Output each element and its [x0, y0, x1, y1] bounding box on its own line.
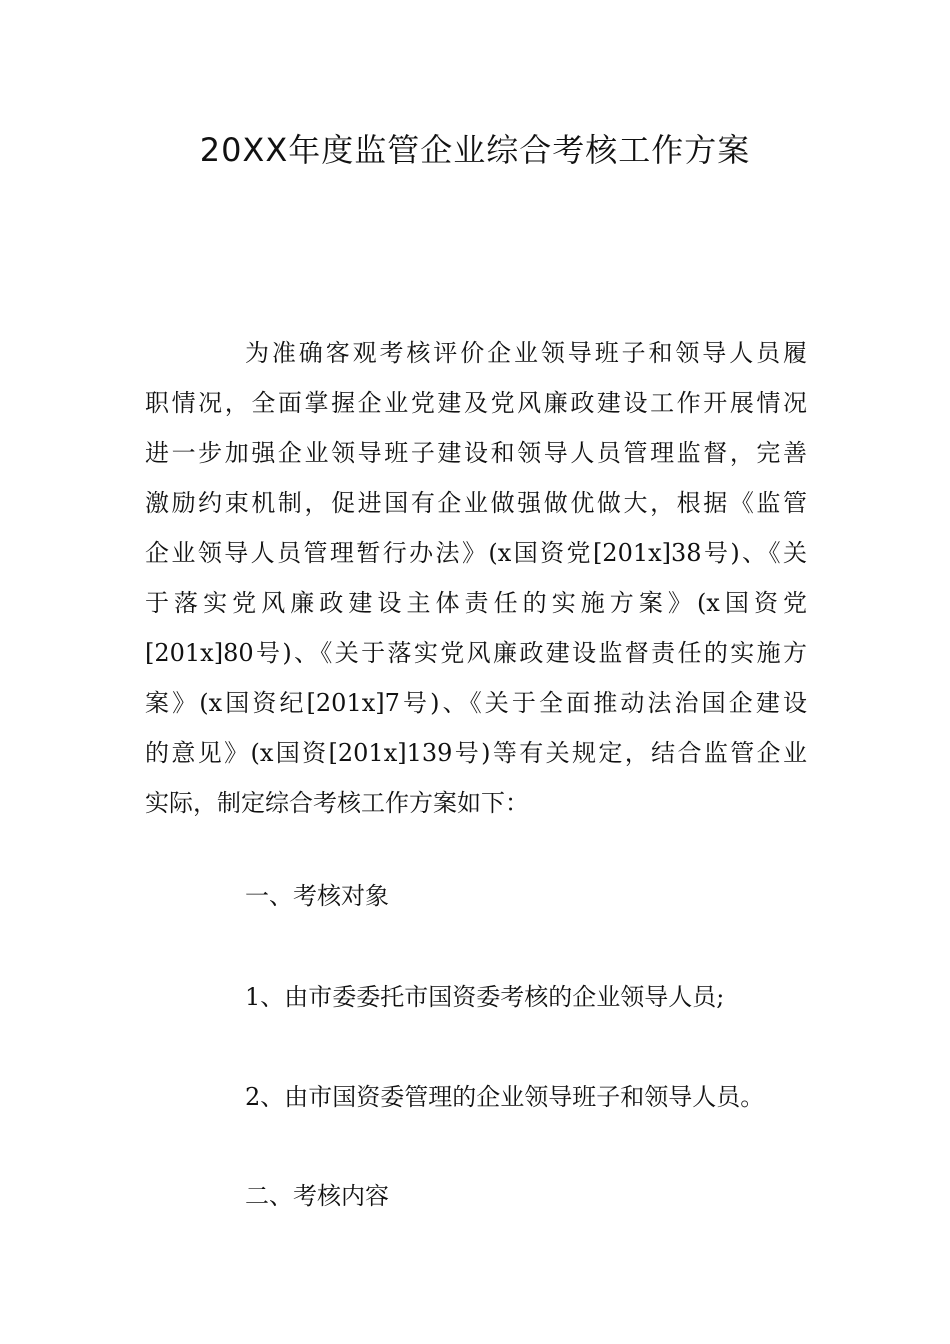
intro-paragraph	[145, 328, 807, 828]
document-title: 20XX年度监管企业综合考核工作方案	[199, 131, 751, 169]
section-heading-targets: 一、考核对象	[245, 882, 389, 910]
paragraph-line: 为准确客观考核评价企业领导班子和领导人员履	[245, 339, 807, 367]
paragraph-line: 的意见》(x国资[201x]139号)等有关规定，结合监管企业	[145, 739, 807, 767]
section-heading-content: 二、考核内容	[245, 1182, 389, 1210]
paragraph-line: 实际，制定综合考核工作方案如下：	[145, 789, 529, 817]
paragraph-line: 激励约束机制，促进国有企业做强做优做大，根据《监管	[145, 489, 807, 517]
paragraph-line: 企业领导人员管理暂行办法》(x国资党[201x]38号)、《关	[145, 539, 807, 567]
paragraph-line: 于落实党风廉政建设主体责任的实施方案》(x国资党	[145, 589, 807, 617]
paragraph-line: [201x]80号)、《关于落实党风廉政建设监督责任的实施方	[145, 639, 807, 667]
paragraph-line: 职情况，全面掌握企业党建及党风廉政建设工作开展情况	[145, 389, 807, 417]
paragraph-line: 案》(x国资纪[201x]7号)、《关于全面推动法治国企建设	[145, 689, 807, 717]
list-item: 1、由市委委托市国资委考核的企业领导人员;	[245, 983, 725, 1011]
paragraph-line: 进一步加强企业领导班子建设和领导人员管理监督，完善	[145, 439, 807, 467]
list-item: 2、由市国资委管理的企业领导班子和领导人员。	[245, 1083, 765, 1111]
